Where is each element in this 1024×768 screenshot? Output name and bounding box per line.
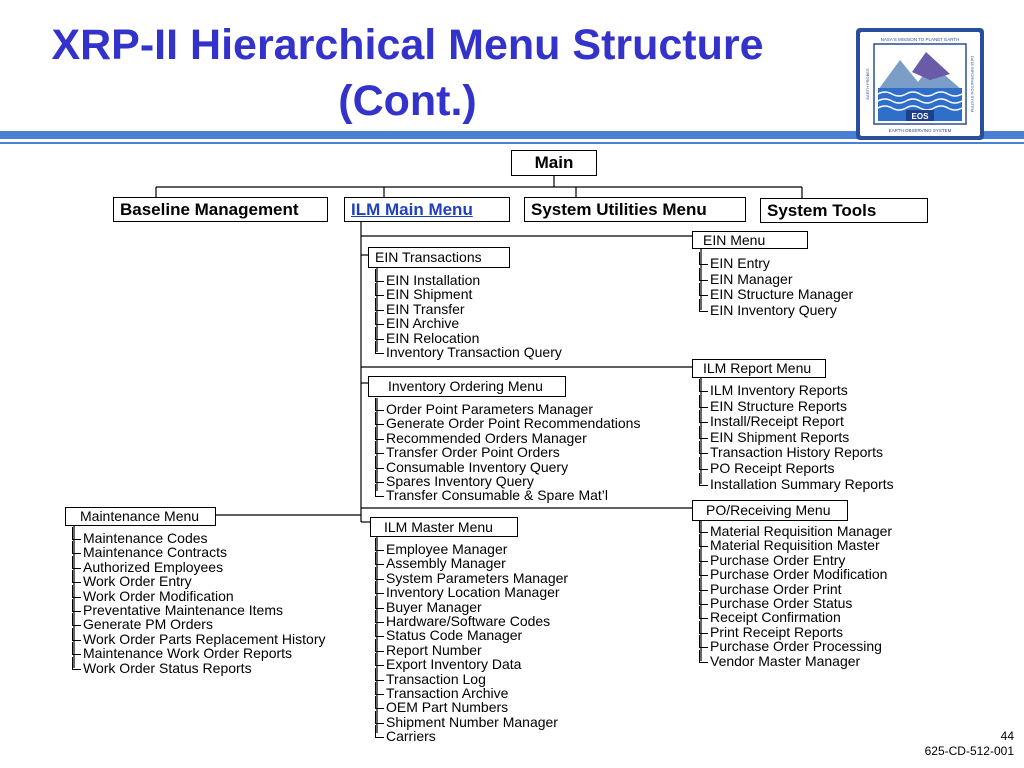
- list-item: Maintenance Contracts: [75, 545, 325, 559]
- system-utilities-menu-box: System Utilities Menu: [524, 197, 746, 222]
- list-item: EIN Archive: [378, 316, 562, 330]
- ein-transactions-box: EIN Transactions: [368, 247, 510, 268]
- list-item: PO Receipt Reports: [702, 461, 894, 477]
- list-item: EIN Entry: [702, 256, 853, 272]
- list-item: Work Order Entry: [75, 574, 325, 588]
- svg-text:EARTH PROBES: EARTH PROBES: [865, 68, 870, 100]
- list-item: Purchase Order Status: [702, 596, 892, 610]
- list-item: Material Requisition Manager: [702, 524, 892, 538]
- list-item: Maintenance Codes: [75, 531, 325, 545]
- list-item: Authorized Employees: [75, 560, 325, 574]
- list-item: EIN Manager: [702, 272, 853, 288]
- ein-menu-list: [702, 256, 853, 318]
- list-item: Maintenance Work Order Reports: [75, 646, 325, 660]
- system-tools-box: System Tools: [760, 198, 928, 223]
- list-item: OEM Part Numbers: [378, 700, 568, 714]
- ilm-master-list: [378, 542, 568, 743]
- list-item: Install/Receipt Report: [702, 414, 894, 430]
- list-item: Report Number: [378, 643, 568, 657]
- po-receiving-list: [702, 524, 892, 668]
- page-title: XRP-II Hierarchical Menu Structure: [51, 21, 764, 69]
- ilm-master-menu-box: ILM Master Menu: [370, 517, 518, 537]
- list-item: EIN Structure Manager: [702, 287, 853, 303]
- list-item: Generate PM Orders: [75, 617, 325, 631]
- svg-text:EARTH OBSERVING SYSTEM: EARTH OBSERVING SYSTEM: [888, 128, 952, 133]
- list-item: Transaction Log: [378, 672, 568, 686]
- list-item: Carriers: [378, 729, 568, 743]
- list-item: EIN Shipment: [378, 287, 562, 301]
- list-item: Buyer Manager: [378, 600, 568, 614]
- page-number: 44: [1000, 729, 1014, 743]
- list-item: System Parameters Manager: [378, 571, 568, 585]
- list-item: EIN Structure Reports: [702, 399, 894, 415]
- list-item: Transfer Order Point Orders: [378, 445, 640, 459]
- po-receiving-menu-box: PO/Receiving Menu: [692, 500, 848, 521]
- list-item: Shipment Number Manager: [378, 715, 568, 729]
- list-item: EIN Installation: [378, 273, 562, 287]
- inventory-ordering-menu-box: Inventory Ordering Menu: [368, 376, 566, 397]
- list-item: Work Order Status Reports: [75, 661, 325, 675]
- list-item: Preventative Maintenance Items: [75, 603, 325, 617]
- list-item: Generate Order Point Recommendations: [378, 416, 640, 430]
- list-item: Receipt Confirmation: [702, 610, 892, 624]
- list-item: ILM Inventory Reports: [702, 383, 894, 399]
- list-item: Purchase Order Modification: [702, 567, 892, 581]
- page-title-cont: (Cont.): [338, 77, 477, 125]
- list-item: Transaction History Reports: [702, 445, 894, 461]
- list-item: EIN Inventory Query: [702, 303, 853, 319]
- list-item: Vendor Master Manager: [702, 654, 892, 668]
- list-item: Material Requisition Master: [702, 538, 892, 552]
- list-item: Spares Inventory Query: [378, 474, 640, 488]
- maintenance-menu-box: Maintenance Menu: [65, 507, 216, 526]
- list-item: Hardware/Software Codes: [378, 614, 568, 628]
- svg-text:NASA'S MISSION TO PLANET EARTH: NASA'S MISSION TO PLANET EARTH: [880, 37, 960, 42]
- list-item: Consumable Inventory Query: [378, 460, 640, 474]
- baseline-management-box: Baseline Management: [113, 197, 328, 222]
- list-item: Purchase Order Processing: [702, 639, 892, 653]
- svg-text:EOS: EOS: [911, 112, 929, 121]
- list-item: Assembly Manager: [378, 556, 568, 570]
- ein-menu-box: EIN Menu: [692, 231, 808, 249]
- list-item: Purchase Order Entry: [702, 553, 892, 567]
- list-item: Order Point Parameters Manager: [378, 402, 640, 416]
- inventory-ordering-list: [378, 402, 640, 503]
- list-item: Work Order Parts Replacement History: [75, 632, 325, 646]
- list-item: Transaction Archive: [378, 686, 568, 700]
- ilm-main-menu-box[interactable]: ILM Main Menu: [344, 197, 510, 222]
- list-item: Recommended Orders Manager: [378, 431, 640, 445]
- ilm-report-list: [702, 383, 894, 492]
- svg-text:DATA INFORMATION SYSTEM: DATA INFORMATION SYSTEM: [970, 55, 975, 113]
- list-item: Inventory Location Manager: [378, 585, 568, 599]
- document-number: 625-CD-512-001: [924, 744, 1014, 758]
- list-item: EIN Shipment Reports: [702, 430, 894, 446]
- list-item: Status Code Manager: [378, 628, 568, 642]
- list-item: Purchase Order Print: [702, 582, 892, 596]
- list-item: Export Inventory Data: [378, 657, 568, 671]
- maintenance-list: [75, 531, 325, 675]
- list-item: Print Receipt Reports: [702, 625, 892, 639]
- list-item: Transfer Consumable & Spare Mat’l: [378, 488, 640, 502]
- list-item: EIN Transfer: [378, 302, 562, 316]
- list-item: EIN Relocation: [378, 331, 562, 345]
- ein-transactions-list: [378, 273, 562, 359]
- list-item: Employee Manager: [378, 542, 568, 556]
- ilm-report-menu-box: ILM Report Menu: [692, 359, 826, 378]
- list-item: Inventory Transaction Query: [378, 345, 562, 359]
- list-item: Installation Summary Reports: [702, 477, 894, 493]
- list-item: Work Order Modification: [75, 589, 325, 603]
- main-menu-box: Main: [511, 150, 597, 176]
